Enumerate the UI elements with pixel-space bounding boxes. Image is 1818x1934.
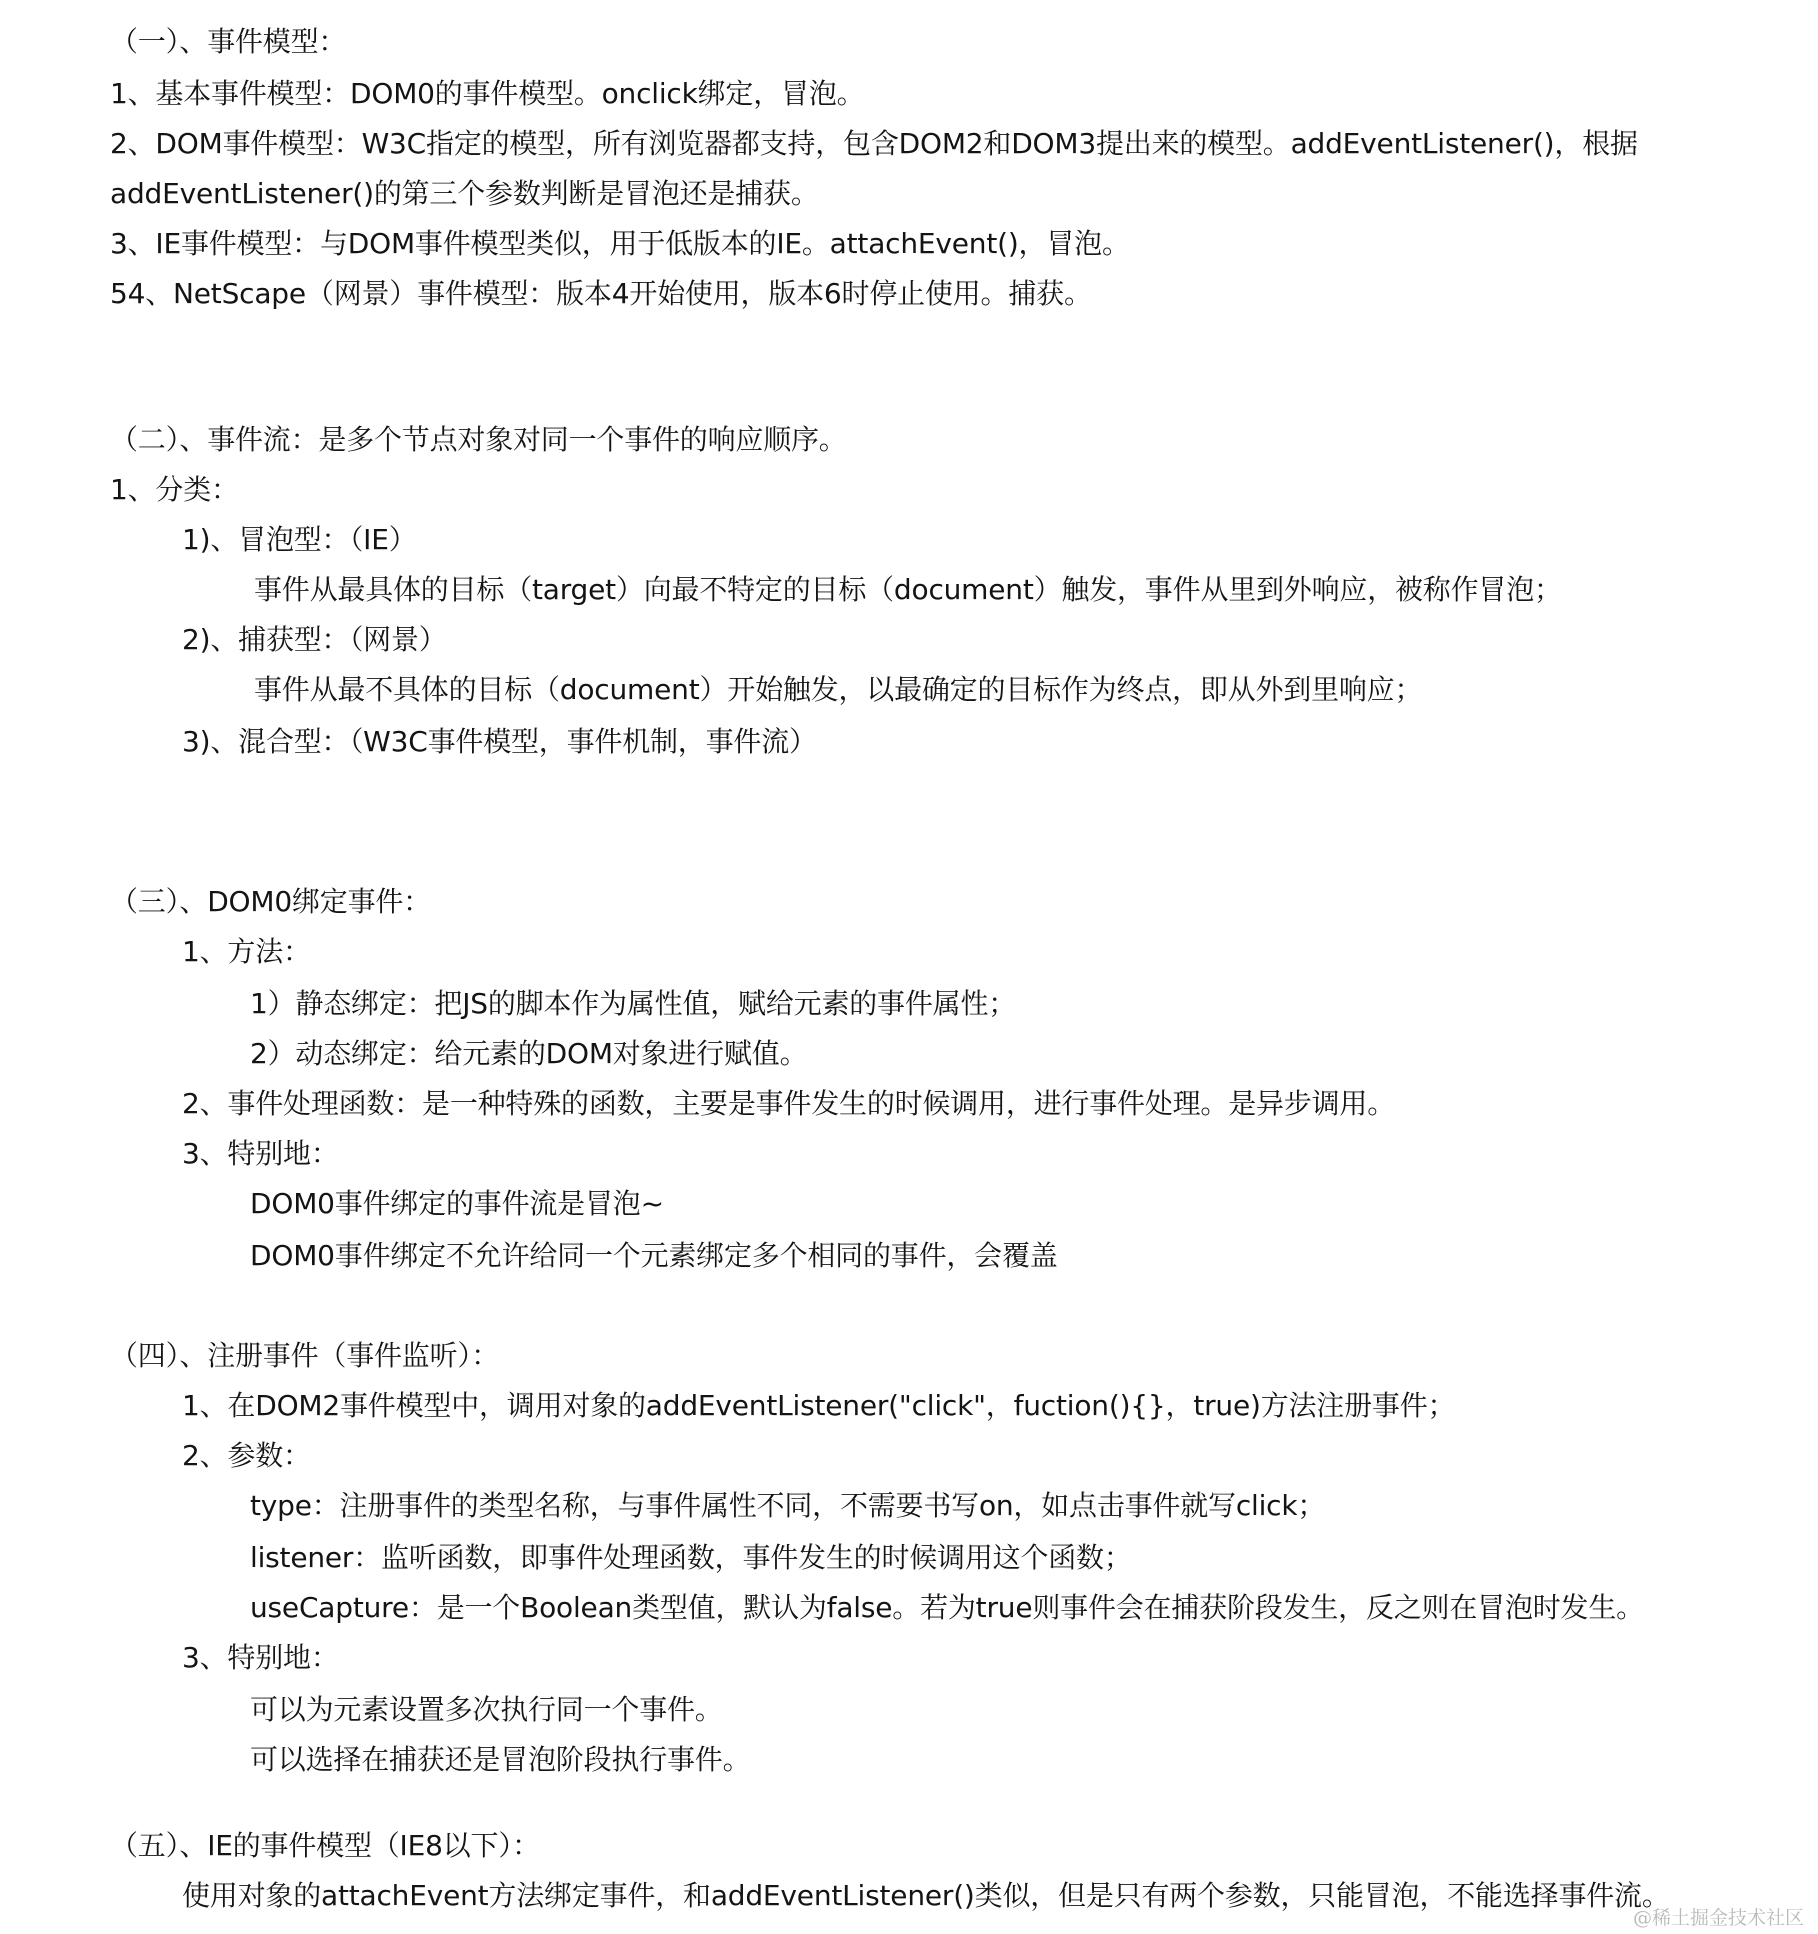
dom0-note-2: DOM0事件绑定不允许给同一个元素绑定多个相同的事件，会覆盖 [250, 1239, 1058, 1272]
section-1-item-4: 54、NetScape（网景）事件模型：版本4开始使用，版本6时停止使用。捕获。 [110, 277, 1092, 310]
dom0-note-1: DOM0事件绑定的事件流是冒泡~ [250, 1187, 664, 1220]
section-3-heading: （三）、DOM0绑定事件： [110, 885, 431, 918]
section-3-item-1: 1、方法： [182, 935, 311, 968]
capture-type-title: 2)、捕获型：（网景） [182, 623, 447, 656]
section-1-item-1: 1、基本事件模型：DOM0的事件模型。onclick绑定，冒泡。 [110, 77, 865, 110]
section-3-item-2: 2、事件处理函数：是一种特殊的函数，主要是事件发生的时候调用，进行事件处理。是异步调用。 [182, 1087, 1396, 1120]
section-4-heading: （四）、注册事件（事件监听）： [110, 1339, 500, 1372]
watermark: @稀土掘金技术社区 [1632, 1907, 1804, 1929]
section-5-heading: （五）、IE的事件模型（IE8以下）： [110, 1829, 540, 1862]
bubble-type-desc: 事件从最具体的目标（target）向最不特定的目标（document）触发，事件从里到外响应，被称作冒泡； [254, 573, 1562, 606]
bubble-type-title: 1)、冒泡型：（IE） [182, 523, 417, 556]
section-1-item-2-line-2: addEventListener()的第三个参数判断是冒泡还是捕获。 [110, 177, 819, 210]
section-3-item-3: 3、特别地： [182, 1137, 339, 1170]
section-1-heading: （一）、事件模型： [110, 25, 347, 58]
section-5-item-1: 使用对象的attachEvent方法绑定事件，和addEventListener()类似，但是只有两个参数，只能冒泡，不能选择事件流。 [182, 1879, 1670, 1912]
static-binding: 1）静态绑定：把JS的脚本作为属性值，赋给元素的事件属性； [250, 987, 1017, 1020]
param-usecapture: useCapture：是一个Boolean类型值，默认为false。若为true则事件会在捕获阶段发生，反之则在冒泡时发生。 [250, 1591, 1644, 1624]
section-4-item-1: 1、在DOM2事件模型中，调用对象的addEventListener("click"，fuction(){}，true)方法注册事件； [182, 1389, 1456, 1422]
section-1-item-2-line-1: 2、DOM事件模型：W3C指定的模型，所有浏览器都支持，包含DOM2和DOM3提出来的模型。addEventListener()，根据 [110, 127, 1638, 160]
section-1-item-3: 3、IE事件模型：与DOM事件模型类似，用于低版本的IE。attachEvent()，冒泡。 [110, 227, 1130, 260]
dynamic-binding: 2）动态绑定：给元素的DOM对象进行赋值。 [250, 1037, 808, 1070]
capture-type-desc: 事件从最不具体的目标（document）开始触发，以最确定的目标作为终点，即从外到里响应； [254, 673, 1423, 706]
section-4-item-2: 2、参数： [182, 1439, 311, 1472]
section-2-item-1: 1、分类： [110, 473, 239, 506]
section-2-heading: （二）、事件流：是多个节点对象对同一个事件的响应顺序。 [110, 423, 847, 456]
param-type: type：注册事件的类型名称，与事件属性不同，不需要书写on，如点击事件就写click； [250, 1489, 1326, 1522]
param-listener: listener：监听函数，即事件处理函数，事件发生的时候调用这个函数； [250, 1541, 1132, 1574]
mixed-type-title: 3)、混合型：（W3C事件模型，事件机制，事件流） [182, 725, 817, 758]
section-4-item-3: 3、特别地： [182, 1641, 339, 1674]
dom2-note-2: 可以选择在捕获还是冒泡阶段执行事件。 [250, 1743, 751, 1776]
dom2-note-1: 可以为元素设置多次执行同一个事件。 [250, 1693, 723, 1726]
